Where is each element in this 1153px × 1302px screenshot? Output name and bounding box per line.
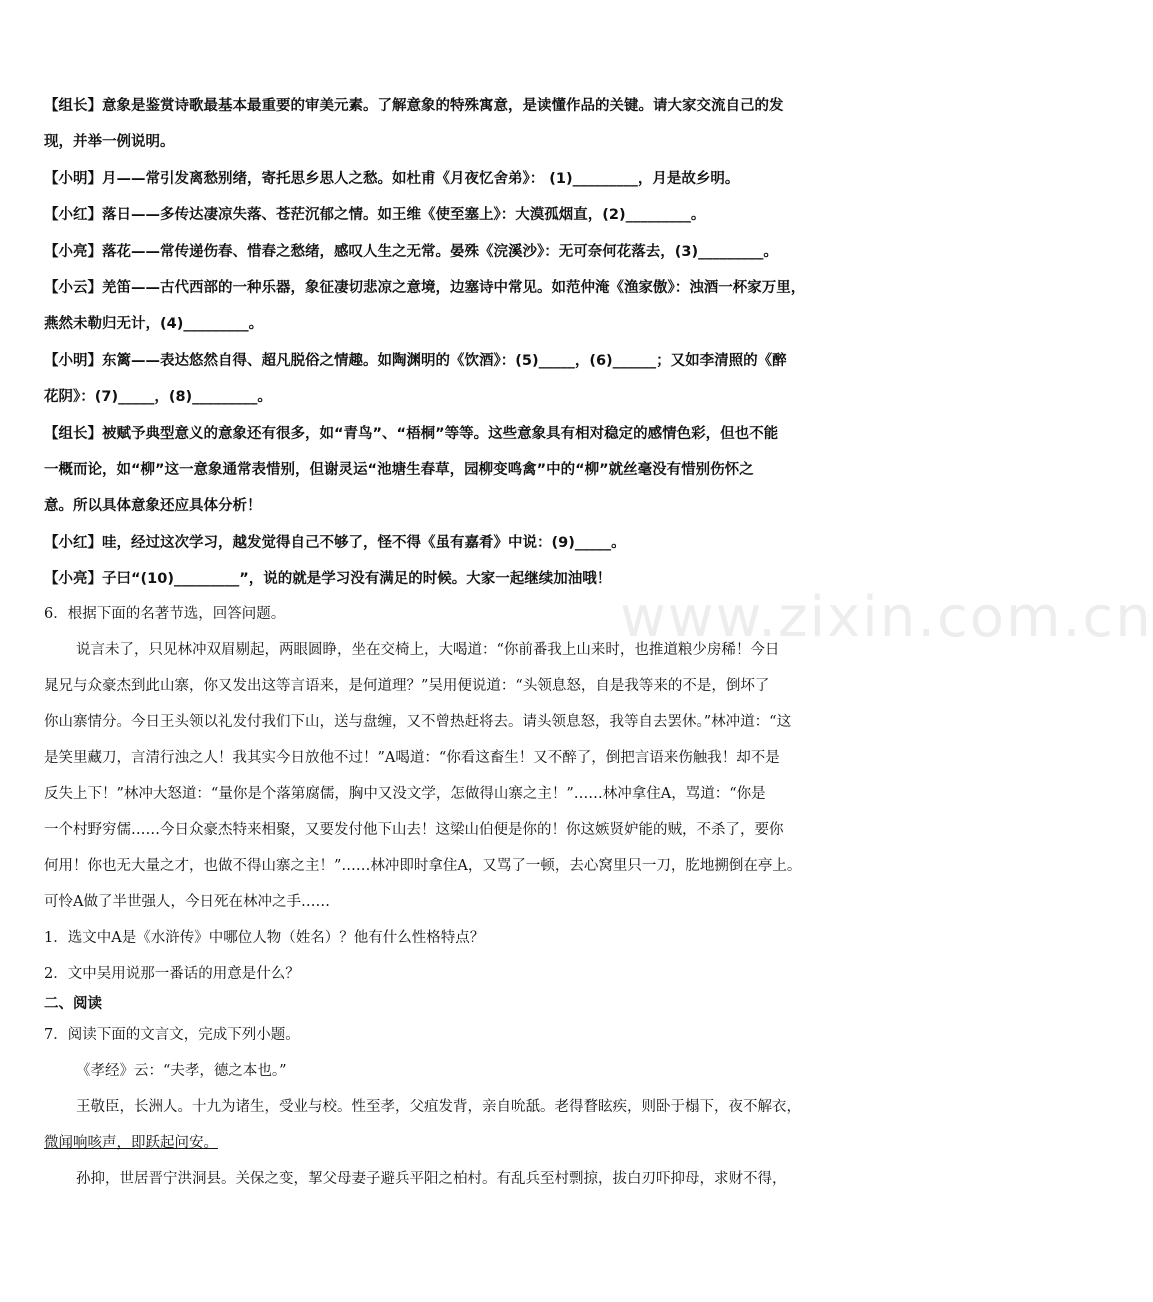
text-line: 晁兄与众豪杰到此山寨，你又发出这等言语来，是何道理？”吴用便说道：“头领息怒，自是我等来的不是，倒坏了	[44, 678, 770, 694]
text-line: 说言未了，只见林冲双眉剔起，两眼圆睁，坐在交椅上，大喝道：“你前番我上山来时，也推道粮少房稀！今日	[76, 642, 780, 658]
text-line: 【小红】哇，经过这次学习，越发觉得自己不够了，怪不得《虽有嘉肴》中说：(9)_____。	[44, 535, 626, 551]
text-line: 【小亮】落花——常传递伤春、惜春之愁绪，感叹人生之无常。晏殊《浣溪沙》：无可奈何花落去，(3)_________。	[44, 244, 778, 260]
text-line: 何用！你也无大量之才，也做不得山寨之主！”……林冲即时拿住A，又骂了一顿，去心窝里只一刀，肐地搠倒在亭上。	[44, 858, 802, 874]
text-line: 6．根据下面的名著节选，回答问题。	[44, 606, 286, 622]
text-line: 意。所以具体意象还应具体分析！	[44, 498, 262, 514]
text-line: 一个村野穷儒……今日众豪杰特来相聚，又要发付他下山去！这梁山伯便是你的！你这嫉贤妒能的贼，不杀了，要你	[44, 822, 784, 838]
text-line: 一概而论，如“柳”这一意象通常表惜别，但谢灵运“池塘生春草，园柳变鸣禽”中的“柳”就丝毫没有惜别伤怀之	[44, 462, 754, 478]
text-line: 孙抑，世居晋宁洪洞县。关保之变，挈父母妻子避兵平阳之柏村。有乱兵至村剽掠，拔白刃吓抑母，求财不得，	[76, 1171, 787, 1187]
text-line: 可怜A做了半世强人，今日死在林冲之手……	[44, 894, 330, 910]
text-line: 反失上下！”林冲大怒道：“量你是个落第腐儒，胸中又没文学，怎做得山寨之主！”……林冲拿住A，骂道：“你是	[44, 786, 766, 802]
text-line: 王敬臣，长洲人。十九为诸生，受业与校。性至孝，父疽发背，亲自吮舐。老得瞀眩疾，则卧于榻下，夜不解衣，	[76, 1099, 801, 1115]
text-line: 你山寨情分。今日王头领以礼发付我们下山，送与盘缠，又不曾热赶将去。请头领息怒，我等自去罢休。”林冲道：“这	[44, 714, 792, 730]
text-line: 微闻响咳声，即跃起问安。	[44, 1135, 218, 1151]
text-line: 燕然未勒归无计，(4)_________。	[44, 316, 264, 332]
text-line: 1．选文中A是《水浒传》中哪位人物（姓名）？他有什么性格特点？	[44, 930, 485, 946]
text-line: 【小云】羌笛——古代西部的一种乐器，象征凄切悲凉之意境，边塞诗中常见。如范仲淹《渔家傲》：浊酒一杯家万里，	[44, 280, 806, 296]
text-line: 是笑里藏刀，言清行浊之人！我其实今日放他不过！”A喝道：“你看这畜生！又不醉了，倒把言语来伤触我！却不是	[44, 750, 780, 766]
text-line: 【小红】落日——多传达凄凉失落、苍茫沉郁之情。如王维《使至塞上》：大漠孤烟直，(2)_________。	[44, 207, 706, 223]
text-line: 【小明】月——常引发离愁别绪，寄托思乡思人之愁。如杜甫《月夜忆舍弟》： (1)_________，月是故乡明。	[44, 171, 740, 187]
text-line: 【组长】意象是鉴赏诗歌最基本最重要的审美元素。了解意象的特殊寓意，是读懂作品的关键。请大家交流自己的发	[44, 98, 784, 114]
watermark: www.zixin.com.cn	[620, 585, 1153, 650]
text-line: 2．文中吴用说那一番话的用意是什么？	[44, 966, 300, 982]
text-line: 7．阅读下面的文言文，完成下列小题。	[44, 1027, 300, 1043]
text-line: 【组长】被赋予典型意义的意象还有很多，如“青鸟”、“梧桐”等等。这些意象具有相对稳定的感情色彩，但也不能	[44, 426, 779, 442]
text-line: 二、阅读	[44, 996, 102, 1012]
text-line: 《孝经》云：“夫孝，德之本也。”	[76, 1063, 287, 1079]
text-line: 花阴》：(7)_____，(8)_________。	[44, 389, 272, 405]
text-line: 【小明】东篱——表达悠然自得、超凡脱俗之情趣。如陶渊明的《饮酒》：(5)_____，(6)______；又如李清照的《醉	[44, 353, 787, 369]
text-line: 【小亮】子曰“(10)_________”，说的就是学习没有满足的时候。大家一起继续加油哦！	[44, 571, 612, 587]
text-line: 现，并举一例说明。	[44, 134, 175, 150]
